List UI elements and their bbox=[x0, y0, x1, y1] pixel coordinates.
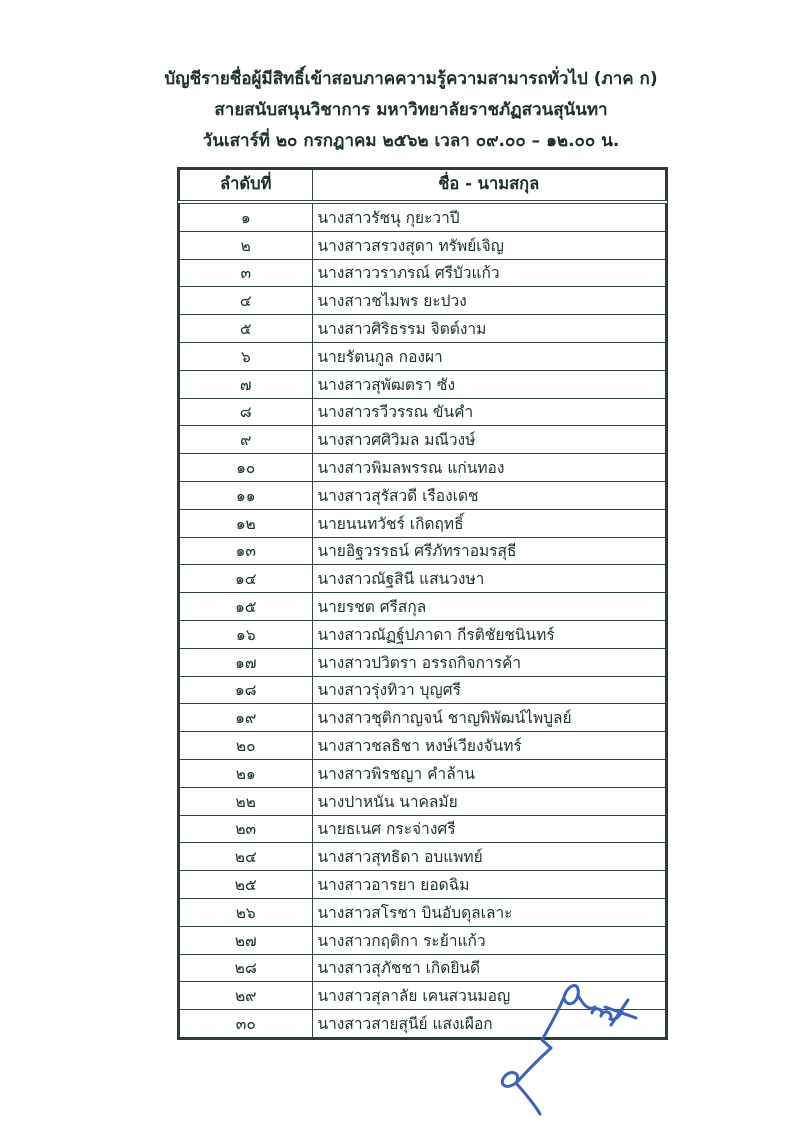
table-row bbox=[179, 259, 666, 287]
table-row bbox=[179, 815, 666, 843]
row-name-cell: นายรชต ศรีสกุล bbox=[312, 593, 666, 621]
document-title bbox=[0, 64, 800, 157]
row-name-cell: นางสาวชไมพร ยะปวง bbox=[312, 287, 666, 315]
table-row bbox=[179, 676, 666, 704]
table-row bbox=[179, 202, 666, 231]
row-number-cell: ๒ bbox=[179, 231, 312, 259]
row-number-cell: ๔ bbox=[179, 287, 312, 315]
table-row bbox=[179, 648, 666, 676]
row-number-cell: ๓ bbox=[179, 259, 312, 287]
table-row bbox=[179, 704, 666, 732]
row-number-cell: ๓๐ bbox=[179, 1010, 312, 1038]
row-name-cell: นายอิฐวรรธน์ ศรีภัทราอมรสุธี bbox=[312, 537, 666, 565]
table-row bbox=[179, 565, 666, 593]
row-number-cell: ๒๔ bbox=[179, 843, 312, 871]
row-name-cell: นางสาวสายสุนีย์ แสงเผือก bbox=[312, 1010, 666, 1038]
table-row bbox=[179, 454, 666, 482]
doc-title-line-3: วันเสาร์ที่ ๒๐ กรกฎาคม ๒๕๖๒ เวลา ๐๙.๐๐ – ๑๒.๐๐ น. bbox=[202, 131, 620, 151]
doc-title-line-2: สายสนับสนุนวิชาการ มหาวิทยาลัยราชภัฏสวนสุนันทา bbox=[214, 100, 608, 120]
row-name-cell: นางสาวรัชนุ กุยะวาปี bbox=[312, 202, 666, 231]
row-name-cell: นางสาวรุ่งทิวา บุญศรี bbox=[312, 676, 666, 704]
row-number-cell: ๑๑ bbox=[179, 481, 312, 509]
row-number-cell: ๕ bbox=[179, 315, 312, 343]
row-number-cell: ๒๙ bbox=[179, 982, 312, 1010]
table-row bbox=[179, 509, 666, 537]
table-row bbox=[179, 787, 666, 815]
row-number-cell: ๒๑ bbox=[179, 759, 312, 787]
row-number-cell: ๑๘ bbox=[179, 676, 312, 704]
table-row bbox=[179, 732, 666, 760]
table-row bbox=[179, 370, 666, 398]
row-name-cell: นางสาวกฤติกา ระย้าแก้ว bbox=[312, 926, 666, 954]
row-name-cell: นางสาวศศิวิมล มณีวงษ์ bbox=[312, 426, 666, 454]
row-number-cell: ๒๕ bbox=[179, 871, 312, 899]
row-name-cell: นางสาวณัฐสินี แสนวงษา bbox=[312, 565, 666, 593]
row-number-cell: ๒๓ bbox=[179, 815, 312, 843]
row-number-cell: ๑ bbox=[179, 202, 312, 231]
table-row bbox=[179, 593, 666, 621]
row-name-cell: นางสาวสุรัสวดี เรืองเดช bbox=[312, 481, 666, 509]
row-number-cell: ๘ bbox=[179, 398, 312, 426]
row-name-cell: นางสาวศิริธรรม จิตต์งาม bbox=[312, 315, 666, 343]
row-name-cell: นางสาวสุทธิดา อบแพทย์ bbox=[312, 843, 666, 871]
row-name-cell: นางสาวสรวงสุดา ทรัพย์เจิญ bbox=[312, 231, 666, 259]
row-name-cell: นางสาวรวีวรรณ ขันคำ bbox=[312, 398, 666, 426]
row-name-cell: นางสาวณัฏฐ์ปภาดา กีรติชัยชนินทร์ bbox=[312, 620, 666, 648]
row-number-cell: ๙ bbox=[179, 426, 312, 454]
row-number-cell: ๑๙ bbox=[179, 704, 312, 732]
row-number-cell: ๑๕ bbox=[179, 593, 312, 621]
row-number-cell: ๒๗ bbox=[179, 926, 312, 954]
row-name-cell: นายรัตนกูล กองผา bbox=[312, 342, 666, 370]
column-header-order-number: ลำดับที่ bbox=[179, 169, 312, 202]
doc-title-line-1: บัญชีรายชื่อผู้มีสิทธิ์เข้าสอบภาคความรู้ความสามารถทั่วไป (ภาค ก) bbox=[164, 69, 658, 89]
row-number-cell: ๗ bbox=[179, 370, 312, 398]
row-number-cell: ๒๘ bbox=[179, 954, 312, 982]
row-number-cell: ๑๐ bbox=[179, 454, 312, 482]
row-name-cell: นางสาวชลธิชา หงษ์เวียงจันทร์ bbox=[312, 732, 666, 760]
row-name-cell: นางสาวพิรชญา คำล้าน bbox=[312, 759, 666, 787]
table-header-row bbox=[179, 169, 666, 202]
table-row bbox=[179, 342, 666, 370]
row-name-cell: นางสาวสโรชา บินอับดุลเลาะ bbox=[312, 898, 666, 926]
table-row bbox=[179, 426, 666, 454]
row-number-cell: ๑๓ bbox=[179, 537, 312, 565]
column-header-full-name: ชื่อ - นามสกุล bbox=[312, 169, 666, 202]
row-name-cell: นายนนทวัชร์ เกิดฤทธิ์ bbox=[312, 509, 666, 537]
table-row bbox=[179, 620, 666, 648]
table-row bbox=[179, 926, 666, 954]
table-row bbox=[179, 898, 666, 926]
row-number-cell: ๒๒ bbox=[179, 787, 312, 815]
table-row bbox=[179, 231, 666, 259]
row-name-cell: นางสาวชุติกาญจน์ ชาญพิพัฒน์ไพบูลย์ bbox=[312, 704, 666, 732]
row-number-cell: ๖ bbox=[179, 342, 312, 370]
candidate-roster-table bbox=[178, 168, 667, 1039]
row-name-cell: นางสาวสุพัฒตรา ซัง bbox=[312, 370, 666, 398]
table-row bbox=[179, 871, 666, 899]
row-name-cell: นางสาวปวิตรา อรรถกิจการค้า bbox=[312, 648, 666, 676]
table-row bbox=[179, 537, 666, 565]
row-number-cell: ๑๗ bbox=[179, 648, 312, 676]
row-name-cell: นางสาวสุภัชชา เกิดยินดี bbox=[312, 954, 666, 982]
row-number-cell: ๒๐ bbox=[179, 732, 312, 760]
table-row bbox=[179, 315, 666, 343]
row-number-cell: ๒๖ bbox=[179, 898, 312, 926]
table-row bbox=[179, 759, 666, 787]
row-name-cell: นางสาวสุลาลัย เคนสวนมอญ bbox=[312, 982, 666, 1010]
table-row bbox=[179, 1010, 666, 1038]
row-name-cell: นางสาวพิมลพรรณ แก่นทอง bbox=[312, 454, 666, 482]
row-number-cell: ๑๔ bbox=[179, 565, 312, 593]
table-row bbox=[179, 398, 666, 426]
table-row bbox=[179, 843, 666, 871]
table-row bbox=[179, 982, 666, 1010]
row-name-cell: นางปาหนัน นาคลมัย bbox=[312, 787, 666, 815]
table-row bbox=[179, 287, 666, 315]
row-name-cell: นางสาววราภรณ์ ศรีบัวแก้ว bbox=[312, 259, 666, 287]
row-number-cell: ๑๖ bbox=[179, 620, 312, 648]
row-number-cell: ๑๒ bbox=[179, 509, 312, 537]
row-name-cell: นายธเนศ กระจ่างศรี bbox=[312, 815, 666, 843]
row-name-cell: นางสาวอารยา ยอดฉิม bbox=[312, 871, 666, 899]
table-row bbox=[179, 481, 666, 509]
table-row bbox=[179, 954, 666, 982]
